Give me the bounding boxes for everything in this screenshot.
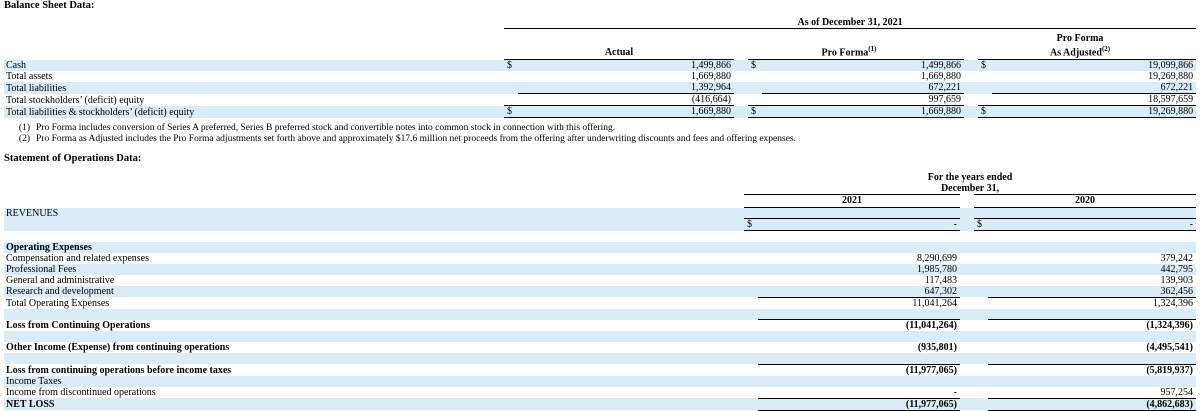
row-label-compensation: Compensation and related expenses xyxy=(6,252,150,264)
table-row xyxy=(4,398,1196,410)
table-row xyxy=(4,286,1196,298)
total-liabilities-value-actual: 1,392,964 xyxy=(691,82,731,94)
total-assets-value-actual: 1,669,880 xyxy=(691,71,731,83)
table-row xyxy=(4,82,1196,94)
loss-before-income-taxes-value-2021: (11,977,065) xyxy=(758,364,960,376)
research-development-value-2020: 362,456 xyxy=(1160,285,1193,297)
table-row xyxy=(4,253,1196,264)
total-operating-expenses-value-2021: 11,041,264 xyxy=(758,297,960,309)
table-row xyxy=(4,219,1196,231)
row-label-operating-expenses: Operating Expenses xyxy=(6,241,92,253)
loss-continuing-operations-value-2020: (1,324,396) xyxy=(988,320,1196,332)
row-label-total-operating-expenses: Total Operating Expenses xyxy=(6,297,110,309)
revenues-value-2021: - xyxy=(758,219,960,231)
balance-sheet-period-header: As of December 31, 2021 xyxy=(504,17,1196,29)
footnote-2 xyxy=(14,134,1200,145)
row-label-cash: Cash xyxy=(6,60,26,72)
row-label-discontinued-operations: Income from discontinued operations xyxy=(6,387,156,399)
discontinued-operations-value-2021: - xyxy=(953,386,957,398)
row-label-total-stockholders-equity: Total stockholders’ (deficit) equity xyxy=(6,94,145,106)
operations-title: Statement of Operations Data: xyxy=(4,153,142,165)
revenues-value-2020: - xyxy=(988,219,1196,231)
table-row xyxy=(4,106,1196,118)
table-row xyxy=(4,364,1196,376)
compensation-value-2021: 8,290,699 xyxy=(917,252,957,264)
total-stockholders-equity-value-actual: (416,664) xyxy=(518,94,734,106)
row-label-net-loss: NET LOSS xyxy=(6,399,55,411)
table-row xyxy=(4,60,1196,72)
operations-period-header-line1: For the years ended xyxy=(927,172,1013,184)
table-row xyxy=(4,320,1196,332)
footnote-1-number: (1) xyxy=(18,123,30,134)
cash-value-proforma: 1,499,866 xyxy=(921,60,961,72)
col-header-proforma: Pro Forma xyxy=(821,47,869,59)
footnote-1-text: Pro Forma includes conversion of Series A preferred, Series B preferred stock and convertible notes into common stock in connection with this offering. xyxy=(36,123,616,134)
total-liabilities-value-adjusted: 672,221 xyxy=(1160,82,1194,94)
table-row xyxy=(4,231,1196,242)
footnote-1 xyxy=(14,123,1200,134)
research-development-value-2021: 647,302 xyxy=(924,285,957,297)
footnote-2-text: Pro Forma as Adjusted includes the Pro Forma adjustments set forth above and approximately $17.6 million net proceeds from the offering after underwriting discounts and fees and offering expenses. xyxy=(36,134,796,145)
total-le-value-proforma: 1,669,880 xyxy=(762,106,964,118)
balance-sheet-period-header-row xyxy=(4,17,1196,29)
col-header-actual: Actual xyxy=(604,47,634,59)
cash-currency-adjusted: $ xyxy=(981,60,986,72)
row-label-other-income-expense: Other Income (Expense) from continuing operations xyxy=(6,342,230,354)
total-le-value-actual: 1,669,880 xyxy=(518,106,734,118)
general-administrative-value-2020: 139,903 xyxy=(1160,274,1193,286)
total-assets-value-adjusted: 19,269,880 xyxy=(1148,71,1194,83)
col-header-2021: 2021 xyxy=(842,195,862,207)
footnote-2-number: (2) xyxy=(18,134,30,145)
total-le-currency-adjusted: $ xyxy=(978,106,992,118)
balance-sheet-column-header-row xyxy=(4,33,1196,58)
professional-fees-value-2021: 1,985,780 xyxy=(917,263,957,275)
row-label-research-development: Research and development xyxy=(6,286,114,298)
table-row xyxy=(4,353,1196,364)
table-row xyxy=(4,387,1196,399)
operations-column-header-row xyxy=(4,195,1196,207)
net-loss-value-2021: (11,977,065) xyxy=(758,398,960,410)
balance-sheet-footnotes xyxy=(14,123,1200,145)
compensation-value-2020: 379,242 xyxy=(1160,252,1193,264)
loss-continuing-operations-value-2021: (11,041,264) xyxy=(758,320,960,332)
row-label-general-administrative: General and administrative xyxy=(6,274,115,286)
total-le-value-adjusted: 19,269,880 xyxy=(992,106,1196,118)
table-row xyxy=(4,376,1196,387)
col-header-proforma-adjusted-line1: Pro Forma xyxy=(1056,33,1104,44)
operations-period-header-row xyxy=(4,172,1196,195)
income-taxes-value-2021 xyxy=(758,376,960,387)
other-income-expense-value-2021: (935,801) xyxy=(917,342,957,354)
table-row xyxy=(4,342,1196,353)
total-operating-expenses-value-2020: 1,324,396 xyxy=(988,297,1196,309)
total-le-currency-proforma: $ xyxy=(748,106,762,118)
row-label-revenues: REVENUES xyxy=(6,207,59,219)
total-liabilities-value-proforma: 672,221 xyxy=(928,82,961,94)
other-income-expense-value-2020: (4,495,541) xyxy=(1146,342,1193,354)
col-header-proforma-sup: (1) xyxy=(868,45,877,53)
col-header-proforma-adjusted-line2: As Adjusted xyxy=(1049,47,1102,59)
income-taxes-value-2020 xyxy=(988,376,1196,387)
table-row xyxy=(4,208,1196,219)
table-row xyxy=(4,297,1196,309)
table-row xyxy=(4,242,1196,253)
col-header-2020: 2020 xyxy=(1075,195,1095,207)
table-row xyxy=(4,94,1196,106)
discontinued-operations-value-2020: 957,254 xyxy=(1160,386,1193,398)
balance-sheet-title: Balance Sheet Data: xyxy=(4,0,95,11)
col-header-proforma-adjusted-sup: (2) xyxy=(1101,45,1111,53)
revenues-currency-2020: $ xyxy=(974,219,988,231)
row-label-loss-continuing-operations: Loss from Continuing Operations xyxy=(6,320,151,332)
row-label-total-liabilities: Total liabilities xyxy=(6,82,67,94)
row-label-loss-before-income-taxes: Loss from continuing operations before income taxes xyxy=(6,364,232,376)
operations-table xyxy=(4,172,1196,411)
professional-fees-value-2020: 442,795 xyxy=(1160,263,1193,275)
cash-value-adjusted: 19,099,866 xyxy=(1148,60,1194,72)
operations-period-header-line2: December 31, xyxy=(940,183,1000,195)
general-administrative-value-2021: 117,483 xyxy=(924,274,957,286)
row-label-total-assets: Total assets xyxy=(6,71,53,83)
loss-before-income-taxes-value-2020: (5,819,937) xyxy=(988,364,1196,376)
revenues-currency-2021: $ xyxy=(744,219,758,231)
cash-currency-actual: $ xyxy=(507,60,512,72)
table-row xyxy=(4,309,1196,320)
cash-currency-proforma: $ xyxy=(751,60,756,72)
row-label-professional-fees: Professional Fees xyxy=(6,263,77,275)
operations-period-header xyxy=(744,172,1196,195)
total-assets-value-proforma: 1,669,880 xyxy=(921,71,961,83)
row-label-total-liabilities-and-equity: Total liabilities & stockholders’ (deficit) equity xyxy=(6,106,195,118)
row-label-income-taxes: Income Taxes xyxy=(6,375,62,387)
table-row xyxy=(4,71,1196,82)
total-stockholders-equity-value-adjusted: 18,597,659 xyxy=(992,94,1196,106)
balance-sheet-table xyxy=(4,17,1196,118)
total-stockholders-equity-value-proforma: 997,659 xyxy=(762,94,964,106)
total-le-currency-actual: $ xyxy=(504,106,518,118)
table-row xyxy=(4,275,1196,286)
table-row xyxy=(4,331,1196,342)
table-row xyxy=(4,264,1196,275)
net-loss-value-2020: (4,862,683) xyxy=(988,398,1196,410)
cash-value-actual: 1,499,866 xyxy=(691,60,731,72)
